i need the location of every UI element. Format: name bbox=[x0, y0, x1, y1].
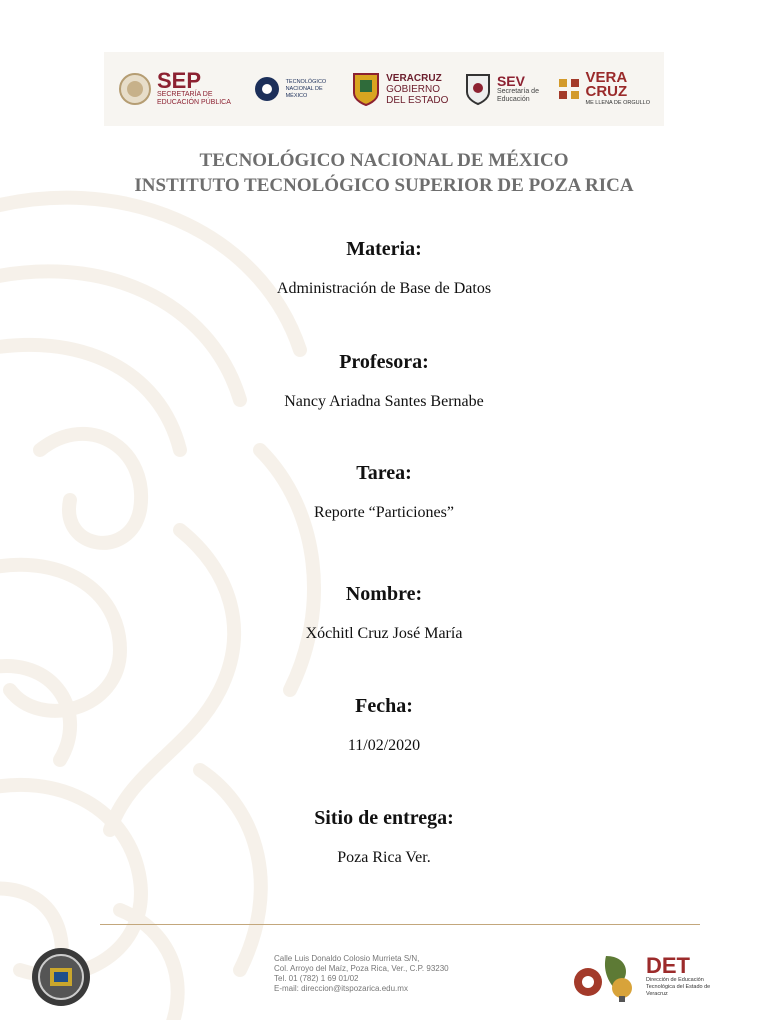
section-sitio-de-entrega bbox=[0, 806, 768, 868]
itspr-seal-icon bbox=[30, 946, 92, 1008]
veracruz-line2: GOBIERNO bbox=[386, 83, 441, 95]
logo-banner bbox=[104, 52, 664, 126]
section-value: Nancy Ariadna Santes Bernabe bbox=[284, 393, 484, 410]
section-nombre bbox=[0, 582, 768, 644]
section-value: Administración de Base de Datos bbox=[276, 280, 492, 297]
section-value: 11/02/2020 bbox=[347, 737, 421, 754]
section-label: Tarea: bbox=[356, 462, 412, 484]
section-label: Profesora: bbox=[339, 351, 429, 373]
veracruz-shield-icon bbox=[351, 71, 381, 107]
veracruz-government-logo bbox=[351, 71, 448, 107]
veracruz-line3: DEL ESTADO bbox=[386, 94, 449, 106]
sev-subtitle: Secretaría de Educación bbox=[496, 88, 539, 103]
sep-logo bbox=[118, 68, 237, 107]
email-line: E-mail: direccion@itspozarica.edu.mx bbox=[274, 984, 408, 993]
det-logo bbox=[570, 944, 720, 1008]
section-value: Xóchitl Cruz José María bbox=[305, 625, 463, 642]
section-value: Poza Rica Ver. bbox=[337, 849, 431, 866]
veracruz-brand-line1: VERA bbox=[585, 69, 628, 86]
footer-divider bbox=[100, 924, 700, 925]
det-subtitle: Dirección de Educación Tecnológica del Estado de Veracruz bbox=[646, 976, 711, 997]
veracruz-brand-tagline: ME LLENA DE ORGULLO bbox=[585, 100, 650, 106]
sep-subtitle: SECRETARÍA DE EDUCACIÓN PÚBLICA bbox=[157, 91, 231, 106]
header-line2: INSTITUTO TECNOLÓGICO SUPERIOR DE POZA RICA bbox=[134, 175, 634, 196]
sep-name: SEP bbox=[157, 68, 202, 93]
det-gear-leaf-icon bbox=[570, 946, 640, 1006]
institution-header bbox=[0, 148, 768, 198]
veracruz-brand-line2: CRUZ bbox=[585, 83, 628, 100]
tecnm-gear-icon bbox=[253, 72, 281, 106]
flower-pattern-icon bbox=[557, 77, 581, 101]
tecnm-text: TECNOLÓGICO NACIONAL DE MÉXICO bbox=[285, 78, 327, 99]
section-materia bbox=[0, 237, 768, 299]
sev-shield-icon bbox=[464, 72, 492, 106]
veracruz-brand-logo bbox=[557, 71, 651, 107]
tecnm-logo bbox=[253, 72, 336, 106]
section-label: Materia: bbox=[346, 238, 422, 260]
veracruz-line1: VERACRUZ bbox=[386, 72, 442, 84]
section-value: Reporte “Particiones” bbox=[314, 504, 454, 521]
section-label: Sitio de entrega: bbox=[314, 807, 454, 829]
section-label: Fecha: bbox=[355, 695, 413, 717]
phone-line: Tel. 01 (782) 1 69 01/02 bbox=[274, 974, 359, 983]
sev-logo bbox=[464, 72, 541, 106]
section-profesora bbox=[0, 350, 768, 412]
sev-name: SEV bbox=[496, 73, 525, 89]
mexico-seal-icon bbox=[118, 72, 152, 106]
section-tarea bbox=[0, 461, 768, 523]
det-name: DET bbox=[646, 952, 690, 978]
header-line1: TECNOLÓGICO NACIONAL DE MÉXICO bbox=[199, 150, 569, 171]
address-line1: Calle Luis Donaldo Colosio Murrieta S/N, bbox=[274, 954, 420, 963]
address-line2: Col. Arroyo del Maíz, Poza Rica, Ver., C.P. 93230 bbox=[274, 964, 449, 973]
section-label: Nombre: bbox=[345, 583, 423, 605]
section-fecha bbox=[0, 694, 768, 756]
footer-address bbox=[274, 954, 514, 994]
